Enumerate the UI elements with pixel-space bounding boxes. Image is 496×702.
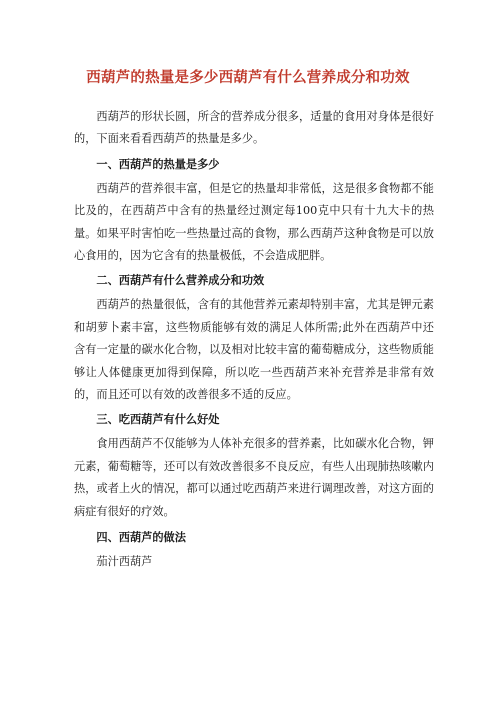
section-heading-3: 三、吃西葫芦有什么好处	[96, 413, 220, 427]
section-heading-2: 二、西葫芦有什么营养成分和功效	[96, 274, 265, 288]
section-body-3: 食用西葫芦不仅能够为人体补充很多的营养素，比如碳水化合物，钾元素，葡萄糖等，还可以有效改善很多不良反应，有些人出现肺热咳嗽内热，或者上火的情况，都可以通过吃西葫芦来进行调理改善，对这方面的病症有很好的疗效。	[74, 437, 434, 518]
section-body-4: 茄汁西葫芦	[96, 555, 153, 569]
section-heading-1: 一、西葫芦的热量是多少	[96, 157, 220, 171]
intro-paragraph: 西葫芦的形状长圆，所含的营养成分很多，适量的食用对身体是很好的，下面来看看西葫芦的热量是多少。	[74, 110, 434, 146]
document-title: 西葫芦的热量是多少西葫芦有什么营养成分和功效	[86, 69, 410, 86]
section-heading-4: 四、西葫芦的做法	[96, 531, 186, 545]
section-body-2: 西葫芦的热量很低，含有的其他营养元素却特别丰富，尤其是钾元素和胡萝卜素丰富，这些物质能够有效的满足人体所需;此外在西葫芦中还含有一定量的碳水化合物，以及相对比较丰富的葡萄糖成分，这些物质能够让人体健康更加得到保障，所以吃一些西葫芦来补充营养是非常有效的，而且还可以有效的改善很多不适的反应。	[74, 298, 434, 402]
document-content	[74, 106, 434, 574]
section-body-1: 西葫芦的营养很丰富，但是它的热量却非常低，这是很多食物都不能比及的，在西葫芦中含有的热量经过测定每100克中只有十九大卡的热量。如果平时害怕吃一些热量过高的食物，那么西葫芦这种食物是可以放心食用的，因为它含有的热量极低，不会造成肥胖。	[74, 181, 434, 263]
